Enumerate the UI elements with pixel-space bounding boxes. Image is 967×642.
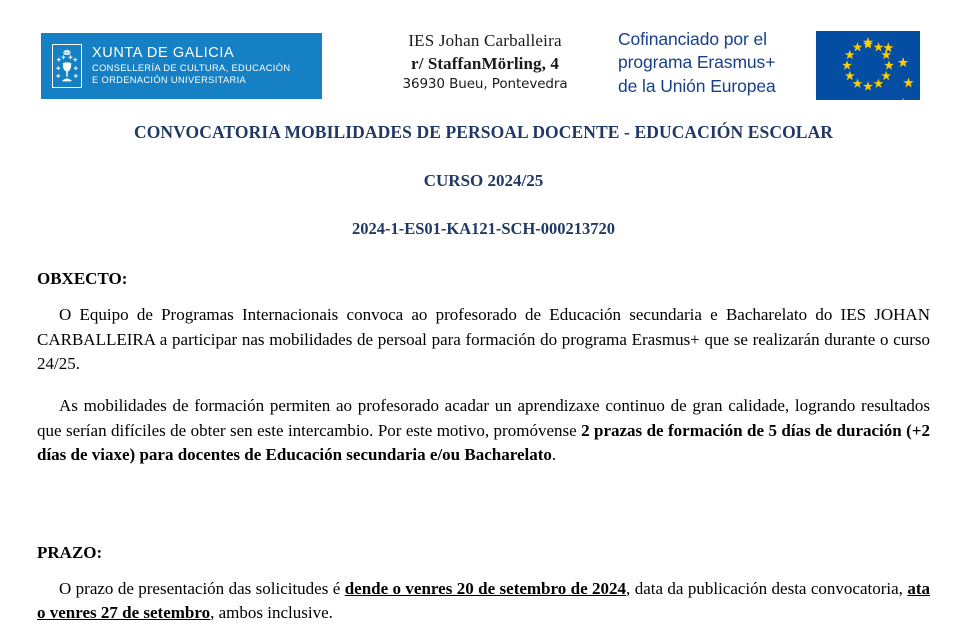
document-header (0, 0, 967, 105)
school-name: IES Johan Carballeira (408, 31, 562, 50)
obxecto-p2-text-1: As mobilidades de formación permiten ao profesorado acadar un aprendizaxe continuo de gran calidade, logrando resultados que serían difíciles de obter sen este intercambio. Por este motivo, promóvense (37, 395, 930, 440)
page-title: CONVOCATORIA MOBILIDADES DE PERSOAL DOCENTE - EDUCACIÓN ESCOLAR (133, 122, 834, 142)
prazo-p1-text-2: , data da publicación desta convocatoria, (626, 578, 908, 598)
prazo-p1-text-1: O prazo de presentación das solicitudes é (59, 578, 345, 598)
xunta-de-galicia-logo (41, 33, 322, 99)
xunta-subtitle-line1: CONSELLERÍA DE CULTURA, EDUCACIÓN (92, 63, 291, 74)
eu-cofunding-text (618, 27, 816, 98)
school-address-block (360, 30, 610, 93)
school-street: r/ StaffanMörling, 4 (411, 53, 559, 73)
course-subtitle: CURSO 2024/25 (423, 171, 544, 190)
xunta-logo-text (92, 45, 290, 87)
xunta-title: XUNTA DE GALICIA (92, 44, 235, 61)
section-heading-prazo: PRAZO: (37, 542, 103, 562)
eu-text-line2: programa Erasmus+ (618, 52, 776, 73)
xunta-subtitle-line2: E ORDENACIÓN UNIVERSITARIA (92, 75, 247, 86)
prazo-paragraph-1 (37, 577, 930, 626)
galicia-coat-of-arms-icon (52, 44, 82, 88)
prazo-p1-text-3: , ambos inclusive. (210, 603, 333, 623)
prazo-end-date: ata o venres 27 de setembro (37, 578, 930, 623)
obxecto-p1-text: O Equipo de Programas Internacionais convoca ao profesorado de Educación secundaria e Bacharelato do IES JOHAN CARBALLEIRA a participar nas mobilidades de persoal para formación do programa Erasmus+ que se realizarán durante o curso 24/25. (37, 305, 930, 374)
prazo-start-date: dende o venres 20 de setembro de 2024 (344, 578, 627, 598)
document-content (0, 269, 967, 626)
project-code: 2024-1-ES01-KA121-SCH-000213720 (351, 219, 616, 238)
eu-text-line1: Cofinanciado por el (618, 29, 767, 49)
obxecto-p2-text-2: . (551, 445, 557, 465)
european-union-flag-icon (816, 31, 920, 100)
obxecto-p2-bold: 2 prazas de formación de 5 días de duración (+2 días de viaxe) para docentes de Educación secundaria e/ou Bacharelato (37, 420, 930, 465)
obxecto-paragraph-1 (37, 303, 930, 377)
section-spacer (37, 485, 930, 513)
section-heading-obxecto: OBXECTO: (37, 269, 128, 288)
obxecto-paragraph-2 (37, 394, 930, 468)
erasmus-cofunding-logo (618, 27, 930, 102)
school-city: 36930 Bueu, Pontevedra (402, 75, 568, 92)
eu-text-line3: de la Unión Europea (618, 75, 776, 96)
